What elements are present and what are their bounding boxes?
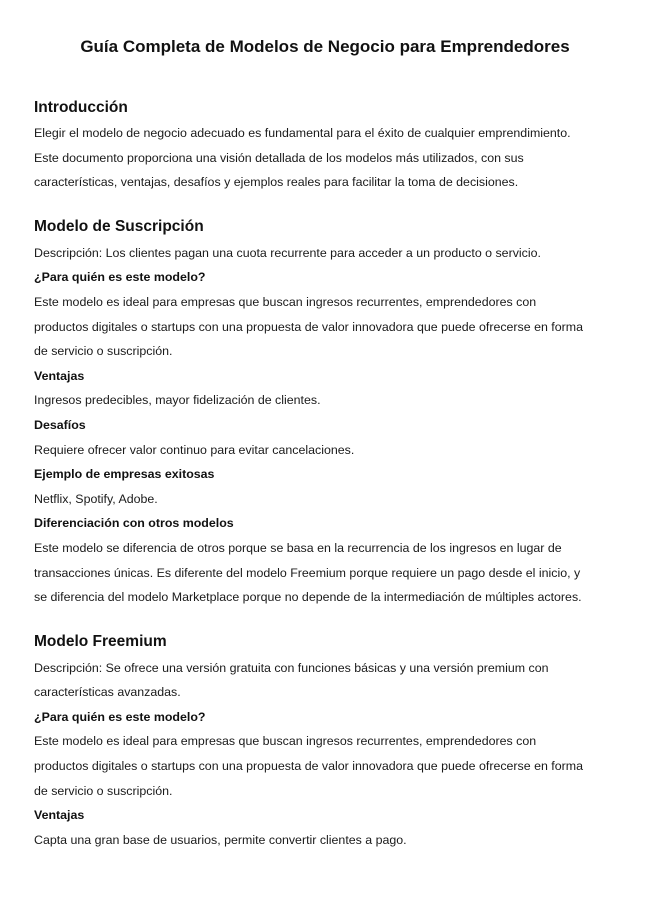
subscription-challenges-text: Requiere ofrecer valor continuo para evitar cancelaciones. — [34, 442, 355, 457]
text-line: Este modelo es ideal para empresas que buscan ingresos recurrentes, emprendedores con — [34, 734, 537, 749]
text-line: de servicio o suscripción. — [34, 783, 173, 798]
subscription-audience-label: ¿Para quién es este modelo? — [34, 270, 206, 285]
introduction-section — [34, 97, 616, 195]
subscription-advantages-text: Ingresos predecibles, mayor fidelización de clientes. — [34, 393, 321, 408]
freemium-advantages-text: Capta una gran base de usuarios, permite convertir clientes a pago. — [34, 832, 407, 847]
text-line: características, ventajas, desafíos y ejemplos reales para facilitar la toma de decisiones. — [34, 175, 519, 190]
text-line: productos digitales o startups con una propuesta de valor innovadora que puede ofrecerse en forma — [34, 319, 583, 334]
subscription-advantages-label: Ventajas — [34, 368, 85, 383]
text-line: características avanzadas. — [34, 685, 181, 700]
subscription-description: Descripción: Los clientes pagan una cuota recurrente para acceder a un producto o servicio. — [34, 245, 541, 260]
text-line: Descripción: Se ofrece una versión gratuita con funciones básicas y una versión premium con — [34, 660, 549, 675]
text-line: transacciones únicas. Es diferente del modelo Freemium porque requiere un pago desde el inicio, y — [34, 565, 581, 580]
freemium-description — [34, 656, 616, 705]
text-line: Este documento proporciona una visión detallada de los modelos más utilizados, con sus — [34, 150, 524, 165]
text-line: de servicio o suscripción. — [34, 344, 173, 359]
document-title: Guía Completa de Modelos de Negocio para Emprendedores — [80, 37, 570, 56]
freemium-audience-label: ¿Para quién es este modelo? — [34, 709, 206, 724]
subscription-differentiation-paragraph — [34, 536, 616, 610]
subscription-examples-text: Netflix, Spotify, Adobe. — [34, 491, 158, 506]
freemium-section — [34, 631, 616, 853]
text-line: Este modelo se diferencia de otros porque se basa en la recurrencia de los ingresos en lugar de — [34, 540, 562, 555]
introduction-heading: Introducción — [34, 99, 128, 116]
subscription-examples-label: Ejemplo de empresas exitosas — [34, 467, 215, 482]
text-line: productos digitales o startups con una propuesta de valor innovadora que puede ofrecerse en forma — [34, 759, 583, 774]
subscription-heading: Modelo de Suscripción — [34, 217, 204, 235]
subscription-differentiation-label: Diferenciación con otros modelos — [34, 516, 234, 531]
text-line: se diferencia del modelo Marketplace porque no depende de la intermediación de múltiples actores. — [34, 590, 582, 605]
subscription-challenges-label: Desafíos — [34, 417, 86, 432]
text-line: Elegir el modelo de negocio adecuado es fundamental para el éxito de cualquier emprendimiento. — [34, 126, 571, 140]
subscription-audience-paragraph — [34, 290, 616, 364]
freemium-audience-paragraph — [34, 729, 616, 803]
text-line: Este modelo es ideal para empresas que buscan ingresos recurrentes, emprendedores con — [34, 294, 537, 309]
freemium-heading: Modelo Freemium — [34, 632, 167, 650]
introduction-paragraph — [34, 121, 616, 195]
subscription-section — [34, 216, 616, 610]
freemium-advantages-label: Ventajas — [34, 808, 85, 823]
